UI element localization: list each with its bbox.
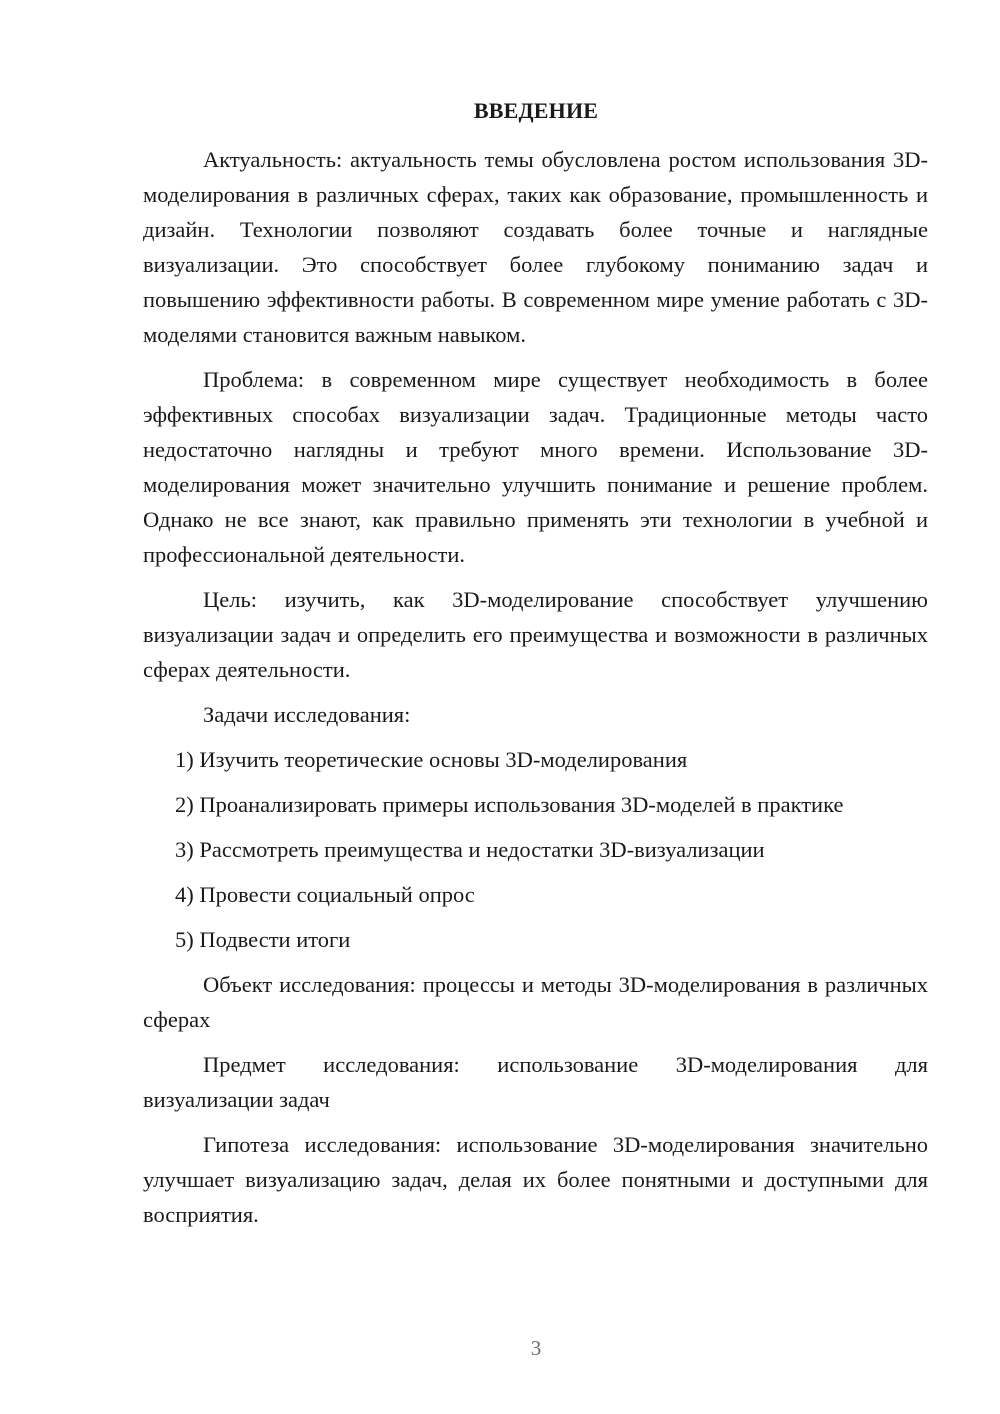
paragraph-problem: Проблема: в современном мире существует необходимость в более эффективных способах визуализации задач. Традиционные методы часто недостаточно наглядны и требуют много времени. Использование 3D-моделирования может значительно улучшить понимание и решение проблем. Однако не все знают, как правильно применять эти технологии в учебной и профессиональной деятельности. bbox=[143, 367, 928, 567]
paragraph-subject: Предмет исследования: использование 3D-моделирования для визуализации задач bbox=[143, 1052, 928, 1112]
list-item: 3) Рассмотреть преимущества и недостатки 3D-визуализации bbox=[175, 837, 765, 862]
list-item: 5) Подвести итоги bbox=[175, 927, 351, 952]
paragraph-hypothesis: Гипотеза исследования: использование 3D-моделирования значительно улучшает визуализацию задач, делая их более понятными и доступными для восприятия. bbox=[143, 1132, 928, 1227]
list-item: 2) Проанализировать примеры использования 3D-моделей в практике bbox=[175, 792, 844, 817]
body-text bbox=[143, 142, 928, 1232]
paragraph-goal: Цель: изучить, как 3D-моделирование способствует улучшению визуализации задач и определить его преимущества и возможности в различных сферах деятельности. bbox=[143, 587, 928, 682]
page-number: 3 bbox=[530, 1336, 542, 1360]
paragraph-object: Объект исследования: процессы и методы 3D-моделирования в различных сферах bbox=[143, 972, 928, 1032]
list-item: 1) Изучить теоретические основы 3D-моделирования bbox=[175, 747, 688, 772]
paragraph-relevance: Актуальность: актуальность темы обусловлена ростом использования 3D-моделирования в различных сферах, таких как образование, промышленность и дизайн. Технологии позволяют создавать более точные и наглядные визуализации. Это способствует более глубокому пониманию задач и повышению эффективности работы. В современном мире умение работать с 3D-моделями становится важным навыком. bbox=[143, 147, 928, 347]
tasks-list bbox=[143, 742, 928, 957]
section-heading: ВВЕДЕНИЕ bbox=[473, 98, 599, 123]
list-item: 4) Провести социальный опрос bbox=[175, 882, 475, 907]
tasks-list-title: Задачи исследования: bbox=[203, 702, 411, 727]
